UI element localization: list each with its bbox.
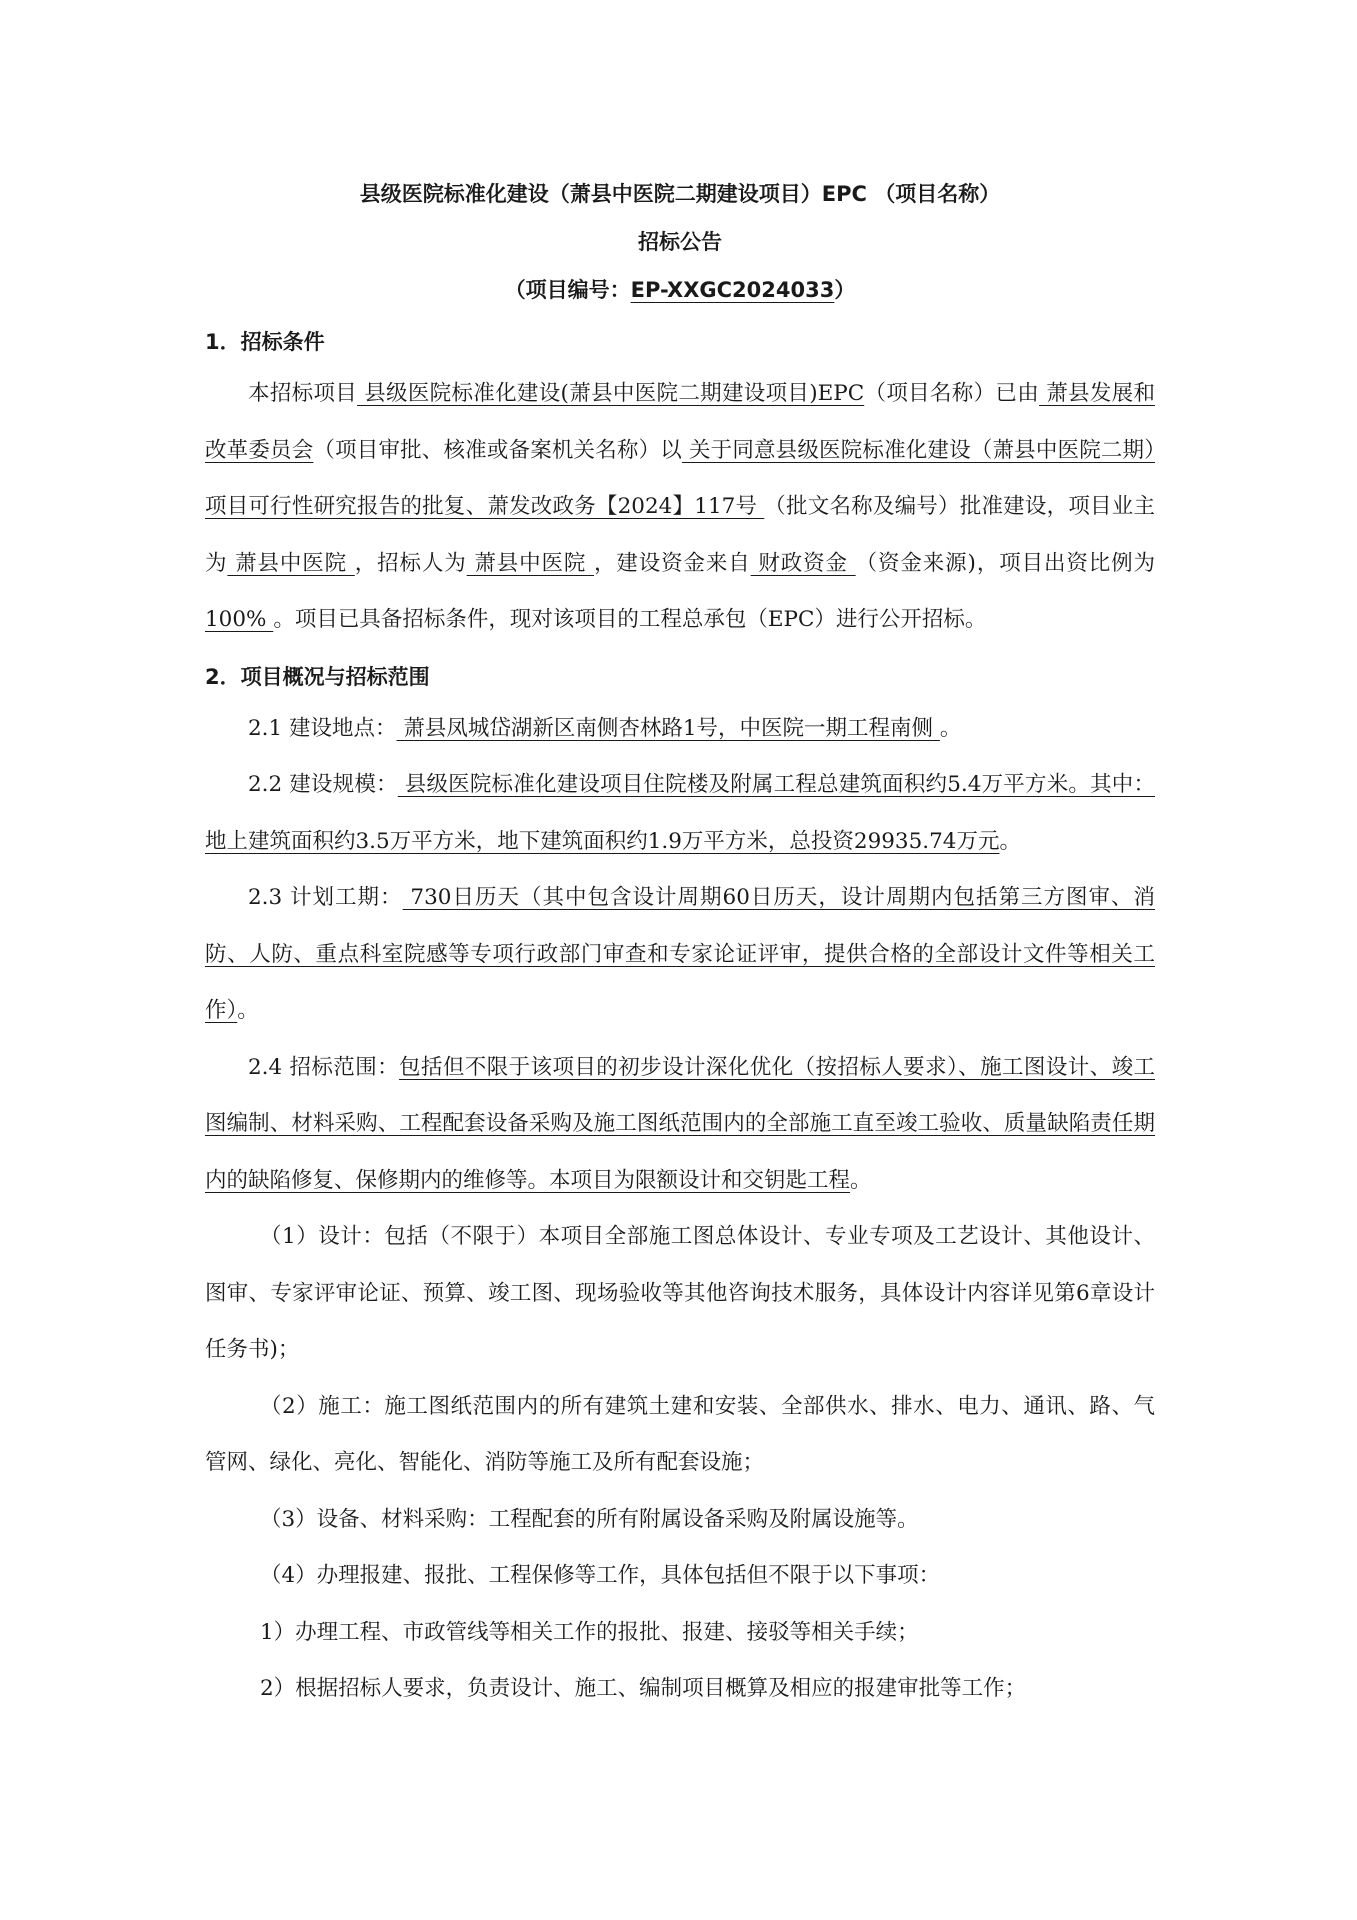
text-run: （项目审批、核准或备案机关名称）以 bbox=[313, 437, 682, 463]
scope-item-permits: （4）办理报建、报批、工程保修等工作，具体包括但不限于以下事项： bbox=[260, 1563, 941, 1588]
construction-period-field: 730日历天（其中包含设计周期60日历天，设计周期内包括第三方图审、消防、人防、重点科室院感等专项行政部门审查和专家论证评审，提供合格的全部设计文件等相关工作） bbox=[205, 885, 1156, 1023]
item-label: 2.1 建设地点： bbox=[248, 715, 397, 741]
item-2-2 bbox=[205, 757, 1155, 870]
text-run: （项目名称）已由 bbox=[864, 381, 1040, 406]
section-1-heading: 1．招标条件 bbox=[205, 330, 325, 354]
project-code-line bbox=[205, 266, 1155, 314]
text-run: 。 bbox=[999, 828, 1021, 854]
project-code-suffix: ） bbox=[834, 278, 856, 302]
tenderer-field: 萧县中医院 bbox=[466, 550, 594, 576]
project-code: EP-XXGC2024033 bbox=[630, 278, 835, 302]
item-2-3 bbox=[205, 870, 1155, 1040]
document-body bbox=[205, 170, 1155, 1718]
construction-scale-field: 县级医院标准化建设项目住院楼及附属工程总建筑面积约5.4万平方米。其中：地上建筑面积约3.5万平方米，地下建筑面积约1.9万平方米，总投资29935.74万元 bbox=[205, 772, 1155, 854]
item-label: 2.4 招标范围： bbox=[248, 1054, 400, 1080]
scope-item-procurement: （3）设备、材料采购：工程配套的所有附属设备采购及附属设施等。 bbox=[260, 1506, 919, 1532]
text-run: ，建设资金来自 bbox=[594, 550, 751, 576]
scope-item-construction: （2）施工：施工图纸范围内的所有建筑土建和安装、全部供水、排水、电力、通讯、路、气管网、绿化、亮化、智能化、消防等施工及所有配套设施； bbox=[205, 1393, 1155, 1475]
approval-document-field: 关于同意县级医院标准化建设（萧县中医院二期）项目可行性研究报告的批复、萧发改政务【2024】117号 bbox=[205, 437, 1155, 519]
item-2-4 bbox=[205, 1040, 1155, 1210]
funding-source-field: 财政资金 bbox=[750, 550, 856, 576]
construction-site-field: 萧县凤城岱湖新区南侧杏林路1号，中医院一期工程南侧 bbox=[396, 715, 940, 741]
document-title: 县级医院标准化建设（萧县中医院二期建设项目）EPC （项目名称） bbox=[359, 182, 1001, 206]
section-2-heading: 2．项目概况与招标范围 bbox=[205, 664, 430, 689]
text-run: 。 bbox=[237, 998, 259, 1023]
text-run: （资金来源)，项目出资比例为 bbox=[855, 550, 1155, 576]
document-subtitle: 招标公告 bbox=[638, 230, 722, 254]
text-run: 。 bbox=[939, 715, 962, 741]
project-owner-field: 萧县中医院 bbox=[227, 550, 355, 576]
text-run: 。项目已具备招标条件，现对该项目的工程总承包（EPC）进行公开招标。 bbox=[273, 607, 987, 632]
item-2-1 bbox=[205, 701, 1155, 758]
text-run: ，招标人为 bbox=[354, 550, 467, 576]
project-code-prefix: （项目编号： bbox=[504, 278, 631, 302]
text-run: （批文名称及编号）批准建设，项目业主为 bbox=[205, 494, 1155, 576]
scope-subitem-1: 1）办理工程、市政管线等相关工作的报批、报建、接驳等相关手续； bbox=[260, 1619, 919, 1645]
project-name-field: 县级医院标准化建设(萧县中医院二期建设项目)EPC bbox=[357, 381, 865, 406]
section-1-paragraph bbox=[205, 366, 1155, 649]
text-run: 本招标项目 bbox=[248, 381, 358, 406]
approval-authority-field: 萧县发展和改革委员会 bbox=[205, 381, 1155, 463]
scope-item-design: （1）设计：包括（不限于）本项目全部施工图总体设计、专业专项及工艺设计、其他设计、图审、专家评审论证、预算、竣工图、现场验收等其他咨询技术服务，具体设计内容详见第6章设计任务书)； bbox=[205, 1224, 1155, 1362]
item-label: 2.2 建设规模： bbox=[248, 772, 398, 797]
tender-scope-field: 包括但不限于该项目的初步设计深化优化（按招标人要求）、施工图设计、竣工图编制、材料采购、工程配套设备采购及施工图纸范围内的全部施工直至竣工验收、质量缺陷责任期内的缺陷修复、保修期内的维修等。本项目为限额设计和交钥匙工程 bbox=[205, 1054, 1155, 1193]
scope-subitem-2: 2）根据招标人要求，负责设计、施工、编制项目概算及相应的报建审批等工作； bbox=[260, 1676, 1027, 1701]
funding-ratio-field: 100% bbox=[205, 607, 274, 632]
text-run: 。 bbox=[850, 1167, 872, 1193]
item-label: 2.3 计划工期： bbox=[248, 885, 403, 910]
